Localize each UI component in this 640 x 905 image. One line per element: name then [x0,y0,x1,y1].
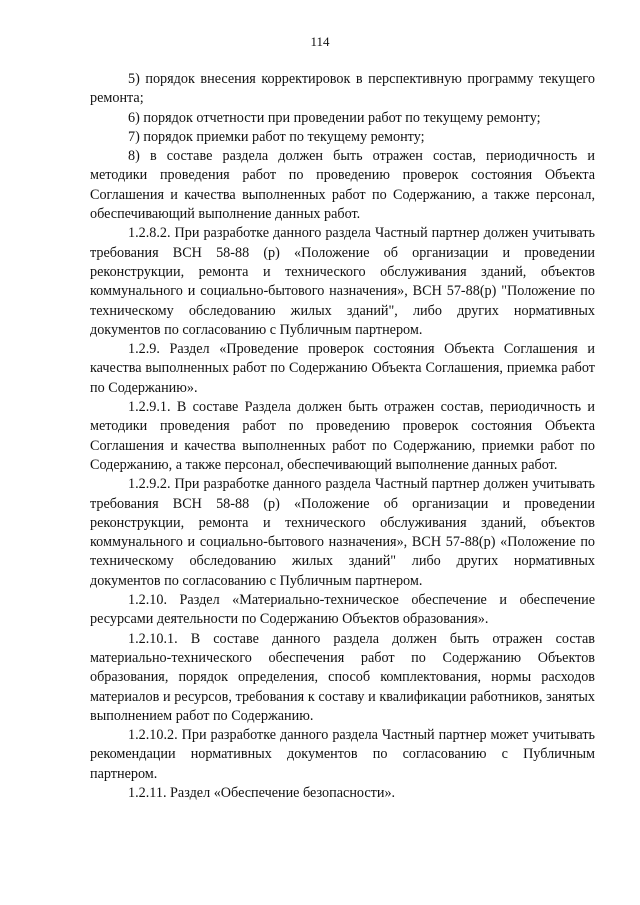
paragraph-1-2-10-1: 1.2.10.1. В составе данного раздела должен быть отражен состав материально-технического обеспечения работ по Содержанию Объектов образования, порядок определения, способ комплектования, нормы расходов материалов и ресурсов, требования к составу и квалификации работников, занятых выполнением работ по Содержанию. [90,630,595,724]
paragraph-1-2-8-2: 1.2.8.2. При разработке данного раздела Частный партнер должен учитывать требования ВСН 58-88 (р) «Положение об организации и проведении реконструкции, ремонта и технического обслуживания зданий, объектов коммунального и социально-бытового назначения», ВСН 57-88(р) "Положение по техническому обследованию жилых зданий", либо других нормативных документов по согласованию с Публичным партнером. [90,225,595,338]
paragraph-item-8: 8) в составе раздела должен быть отражен состав, периодичность и методики проведения работ по проведению проверок состояния Объекта Соглашения и качества выполненных работ по Содержанию, а также персонал, обеспечивающий выполнение данных работ. [90,148,595,223]
paragraph-item-7: 7) порядок приемки работ по текущему ремонту; [128,128,425,145]
paragraph-item-6: 6) порядок отчетности при проведении работ по текущему ремонту; [128,109,541,126]
paragraph-1-2-10: 1.2.10. Раздел «Материально-техническое обеспечение и обеспечение ресурсами деятельности по Содержанию Объектов образования». [90,592,595,628]
paragraph-1-2-9: 1.2.9. Раздел «Проведение проверок состояния Объекта Соглашения и качества выполненных работ по Содержанию Объекта Соглашения, приемка работ по Содержанию». [90,341,595,396]
document-body [90,70,595,803]
paragraph-1-2-9-2: 1.2.9.2. При разработке данного раздела Частный партнер должен учитывать требования ВСН 58-88 (р) «Положение об организации и проведении реконструкции, ремонта и технического обслуживания зданий, объектов коммунального и социально-бытового назначения», ВСН 57-88(р) «Положение по техническому обследованию жилых зданий" либо других нормативных документов по согласованию с Публичным партнером. [90,476,595,589]
paragraph-1-2-9-1: 1.2.9.1. В составе Раздела должен быть отражен состав, периодичность и методики проведения работ по проведению проверок состояния Объекта Соглашения и качества выполненных работ по Содержанию, приемки работ по Содержанию, а также персонал, обеспечивающий выполнение данных работ. [90,399,595,473]
page-number: 114 [310,34,330,49]
paragraph-item-5: 5) порядок внесения корректировок в перспективную программу текущего ремонта; [90,71,595,107]
paragraph-1-2-10-2: 1.2.10.2. При разработке данного раздела Частный партнер может учитывать рекомендации нормативных документов по согласованию с Публичным партнером. [90,727,595,782]
paragraph-1-2-11: 1.2.11. Раздел «Обеспечение безопасности». [128,784,396,801]
